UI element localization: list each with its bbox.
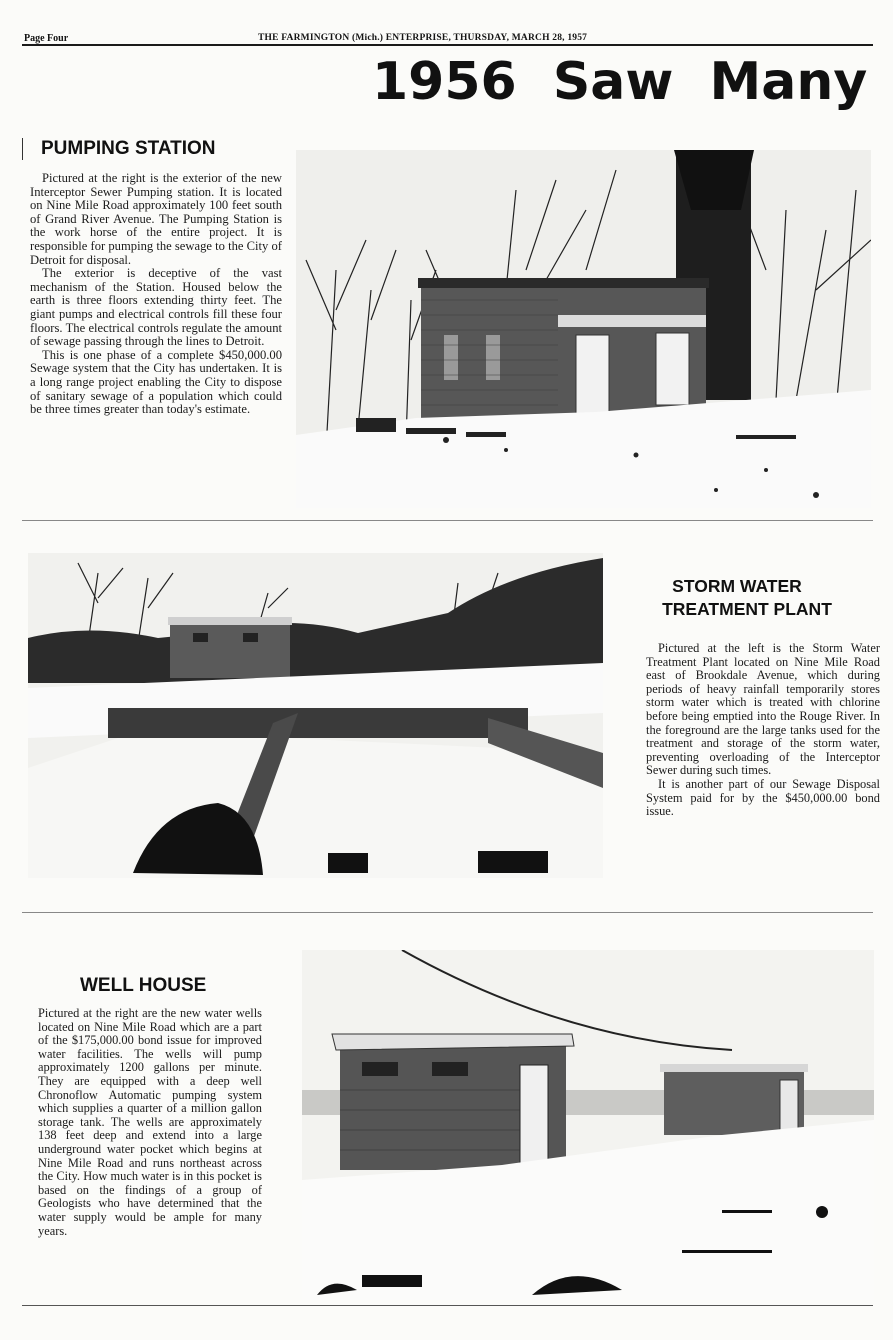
well-house-section bbox=[38, 975, 262, 1238]
storm-water-section bbox=[612, 576, 882, 819]
section-divider bbox=[22, 520, 873, 521]
well-house-title: WELL HOUSE bbox=[80, 975, 207, 996]
well-house-article bbox=[38, 1007, 262, 1238]
storm-water-paragraph: It is another part of our Sewage Disposal System paid for by the $450,000.00 bond issue. bbox=[646, 776, 880, 819]
pumping-paragraph: This is one phase of a complete $450,000.00 Sewage system that the City has undertaken. It is a long range project enabling the City to dispose of sanitary sewage of a population which could be three times greater than today's estimate. bbox=[30, 347, 282, 417]
storm-water-plant-photo bbox=[28, 553, 603, 878]
pumping-station-image bbox=[296, 150, 871, 508]
well-house-image bbox=[302, 950, 874, 1300]
storm-water-title-line2: TREATMENT PLANT bbox=[662, 599, 832, 619]
pumping-station-title: PUMPING STATION bbox=[22, 138, 290, 160]
page-number: Page Four bbox=[24, 33, 69, 44]
bottom-rule bbox=[22, 1305, 873, 1306]
pumping-station-section bbox=[22, 138, 290, 417]
pumping-paragraph: Pictured at the right is the exterior of the new Interceptor Sewer Pumping station. It is located on Nine Mile Road approximately 100 feet south of Grand River Avenue. The Pumping Station is the work horse of the entire project. It is responsible for pumping the sewage to the City of Detroit for disposal. bbox=[30, 171, 282, 267]
newspaper-dateline: THE FARMINGTON (Mich.) ENTERPRISE, THURSDAY, MARCH 28, 1957 bbox=[258, 33, 588, 43]
storm-water-plant-image bbox=[28, 553, 603, 878]
storm-water-article bbox=[646, 642, 880, 819]
masthead-rule bbox=[22, 44, 873, 46]
well-house-photo bbox=[302, 950, 874, 1300]
pumping-paragraph: The exterior is deceptive of the vast mechanism of the Station. Housed below the earth is three floors extending thirty feet. The giant pumps and electrical controls fill these four floors. The electrical controls regulate the amount of sewage passing through the lines to Detroit. bbox=[30, 266, 282, 349]
pumping-station-article bbox=[22, 172, 282, 417]
well-house-paragraph: Pictured at the right are the new water wells located on Nine Mile Road which are a part of the $175,000.00 bond issue for improved water facilities. The wells will pump approximately 1200 gallons per minute. They are equipped with a deep well Chronoflow Automatic pumping system which supplies a quarter of a million gallon storage tank. The wells are approximately 138 feet deep and extend into a large underground water pocket which begins at Nine Mile Road and runs northeast across the City. How much water is in this pocket is based on the findings of a group of Geologists who have determined that the water supply would be ample for many years. bbox=[38, 1006, 262, 1238]
storm-water-paragraph: Pictured at the left is the Storm Water Treatment Plant located on Nine Mile Road east of Brookdale Avenue, which during periods of heavy rainfall temporarily stores storm water which is treated with chlorine before being emptied into the Rouge River. In the foreground are the large tanks used for the treatment and storage of the storm water, preventing overloading of the Interceptor Sewer during such times. bbox=[646, 641, 880, 778]
section-divider bbox=[22, 912, 873, 913]
pumping-station-photo bbox=[296, 150, 871, 508]
page-headline: 1956 Saw Many bbox=[372, 52, 868, 112]
storm-water-title-line1: STORM WATER bbox=[672, 576, 802, 596]
